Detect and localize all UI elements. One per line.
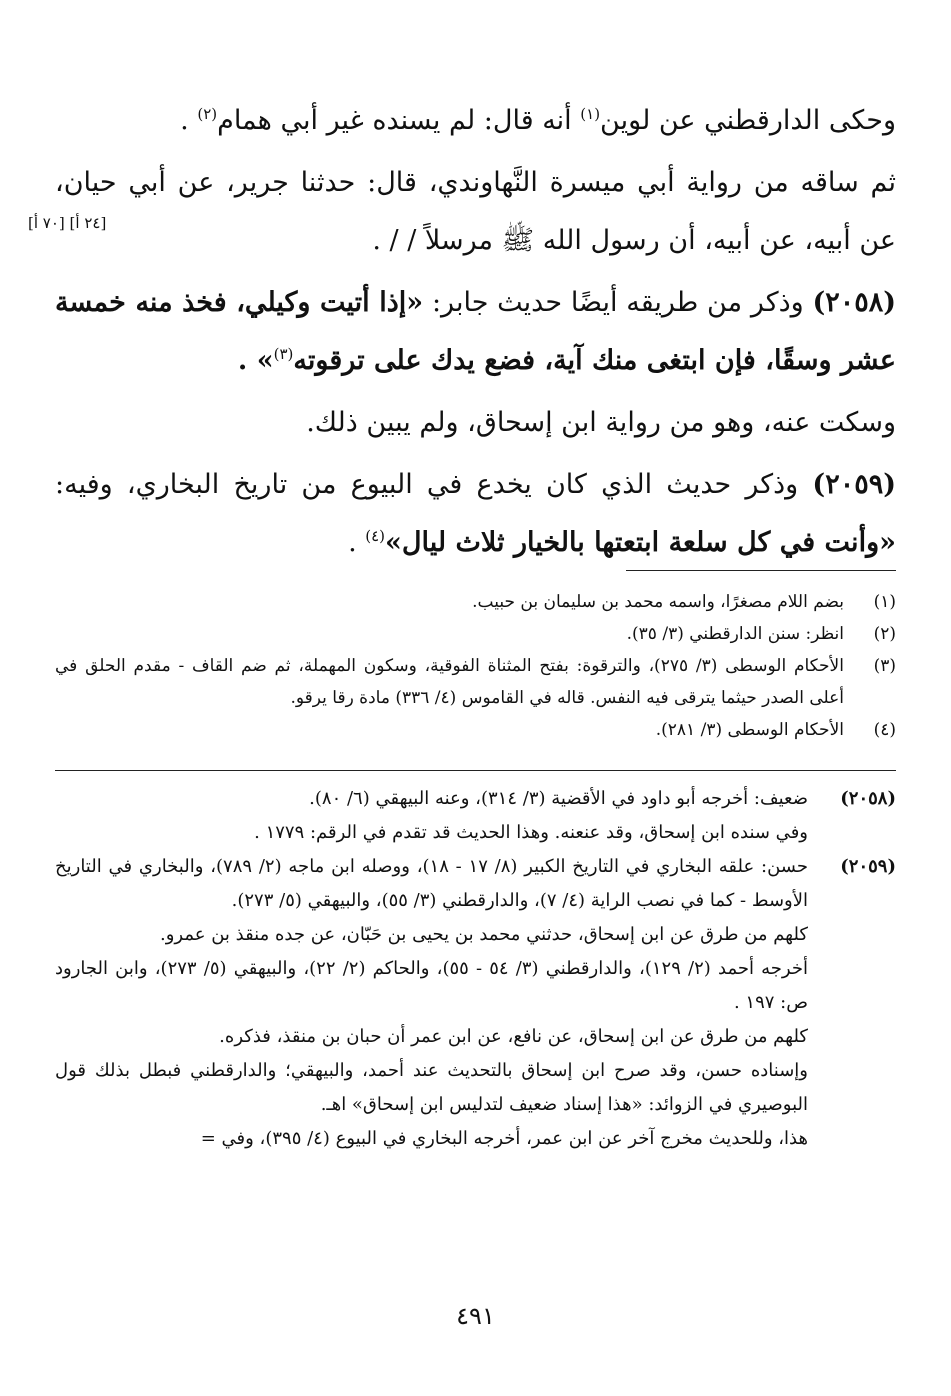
editor-notes [55, 782, 896, 1156]
editor-note-2059-cont-4: وإسناده حسن، وقد صرح ابن إسحاق بالتحديث عند أحمد، والبيهقي؛ والدارقطني فبطل بذلك قول البوصيري في الزوائد: «هذا إسناد ضعيف لتدليس ابن إسحاق» اهـ. [55, 1060, 808, 1115]
editor-note-2059-cont-3: كلهم من طرق عن ابن إسحاق، عن نافع، عن ابن عمر أن حبان بن منقذ، فذكره. [219, 1026, 808, 1047]
page-number: ٤٩١ [456, 1302, 495, 1330]
editor-notes-divider [55, 770, 896, 771]
manuscript-folio-note: [٢٤ أ] [٧٠ أ] [28, 214, 107, 232]
footnotes [55, 586, 896, 746]
paragraph-hadith-2059: (٢٠٥٩) وذكر حديث الذي كان يخدع في البيوع من تاريخ البخاري، وفيه: «وأنت في كل سلعة ابتعتها بالخيار ثلاث ليال»$^{(٤)}$ . [55, 469, 896, 558]
footnote-4: (٤) الأحكام الوسطى (٣/ ٢٨١). [655, 720, 896, 740]
main-text [55, 92, 896, 576]
footnote-2: (٢) انظر: سنن الدارقطني (٣/ ٣٥). [626, 624, 896, 644]
paragraph-1: وحكى الدارقطني عن لوين$^{(١)}$ أنه قال: لم يسنده غير أبي همام$^{(٢)}$ . [180, 105, 896, 136]
paragraph-4: وسكت عنه، وهو من رواية ابن إسحاق، ولم يبين ذلك. [306, 407, 896, 438]
paragraph-2: ثم ساقه من رواية أبي ميسرة النَّهاوندي، قال: حدثنا جرير، عن أبي حيان، عن أبيه، عن أبيه، أن رسول الله ﷺ مرسلاً / / . [55, 167, 896, 256]
editor-note-2058: (٢٠٥٨) ضعيف: أخرجه أبو داود في الأقضية (٣/ ٣١٤)، وعنه البيهقي (٦/ ٨٠). [309, 788, 896, 809]
footnote-ref-1[interactable]: (١) [580, 105, 601, 123]
hadith-number-2058: (٢٠٥٨) [812, 287, 897, 318]
editor-note-2059-cont-1: كلهم من طرق عن ابن إسحاق، حدثني محمد بن يحيى بن حَبّان، عن جده منقذ بن عمرو. [159, 924, 808, 945]
hadith-quote-2059: «وأنت في كل سلعة ابتعتها بالخيار ثلاث ليال» [385, 527, 896, 558]
footnote-3: (٣) الأحكام الوسطى (٣/ ٢٧٥)، والترقوة: بفتح المثناة الفوقية، وسكون المهملة، ثم ضم القاف - مقدم الحلق في أعلى الصدر حيثما يترقى فيه النفس. قاله في القاموس (٤/ ٣٣٦) مادة رقا يرقو. [55, 656, 896, 708]
editor-note-2058-cont: وفي سنده ابن إسحاق، وقد عنعنه. وهذا الحديث قد تقدم في الرقم: ١٧٧٩ . [254, 822, 808, 843]
editor-note-2059: (٢٠٥٩) حسن: علقه البخاري في التاريخ الكبير (٨/ ١٧ - ١٨)، ووصله ابن ماجه (٢/ ٧٨٩)، والبخاري في التاريخ الأوسط - كما في نصب الراية (٤/ ٧)، والدارقطني (٣/ ٥٥)، والبيهقي (٥/ ٢٧٣). [55, 856, 896, 911]
footnote-1: (١) بضم اللام مصغرًا، واسمه محمد بن سليمان بن حبيب. [472, 592, 896, 612]
footnote-ref-3[interactable]: (٣) [273, 345, 294, 363]
footnote-ref-2[interactable]: (٢) [197, 105, 218, 123]
editor-note-2059-cont-2: أخرجه أحمد (٢/ ١٢٩)، والدارقطني (٣/ ٥٤ - ٥٥)، والحاكم (٢/ ٢٢)، والبيهقي (٥/ ٢٧٣)، وابن الجارود ص: ١٩٧ . [55, 958, 808, 1013]
footnote-ref-4[interactable]: (٤) [365, 527, 386, 545]
paragraph-hadith-2058: (٢٠٥٨) وذكر من طريقه أيضًا حديث جابر: «إذا أتيت وكيلي، فخذ منه خمسة عشر وسقًا، فإن ابتغى منك آية، فضع يدك على ترقوته$^{(٣)}$» . [55, 287, 897, 376]
hadith-quote-2058: «إذا أتيت وكيلي، فخذ منه خمسة عشر وسقًا، فإن ابتغى منك آية، فضع يدك على ترقوته [55, 287, 896, 376]
editor-note-2059-cont-5: هذا، وللحديث مخرج آخر عن ابن عمر، أخرجه البخاري في البيوع (٤/ ٣٩٥)، وفي = [200, 1128, 808, 1149]
footnote-divider [626, 570, 896, 571]
hadith-number-2059: (٢٠٥٩) [812, 469, 896, 500]
